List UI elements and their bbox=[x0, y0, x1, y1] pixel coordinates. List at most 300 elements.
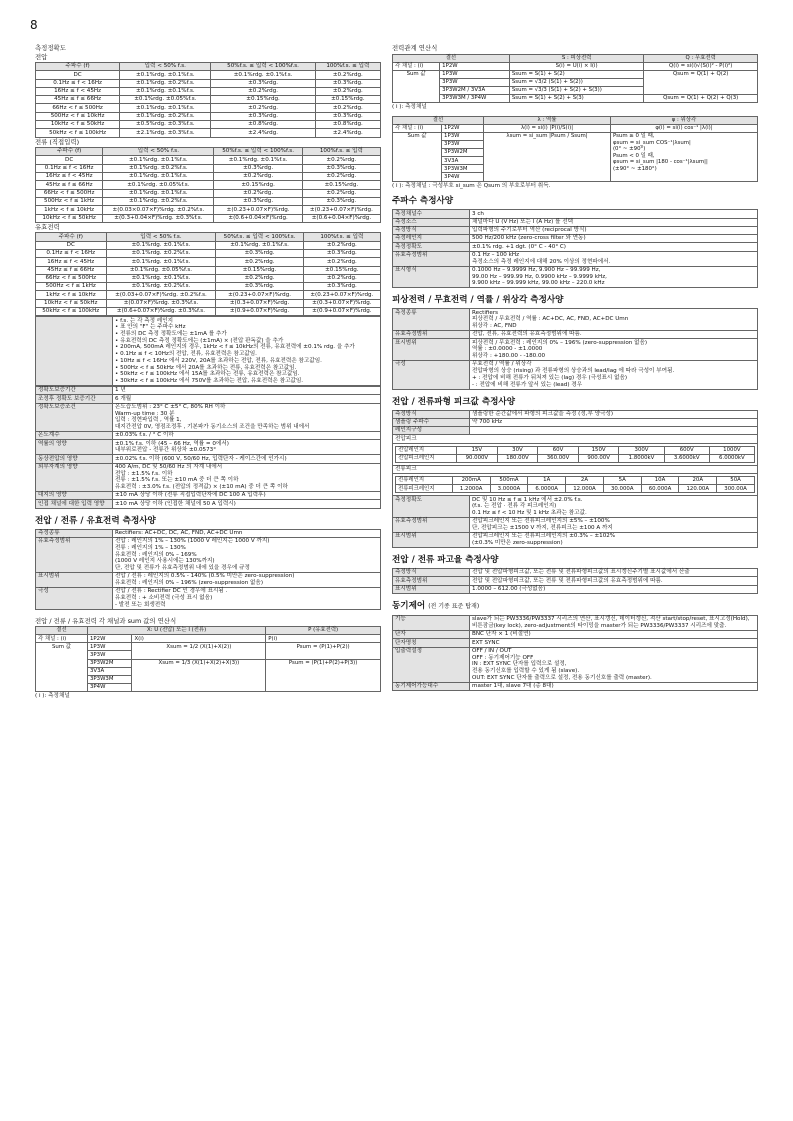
spec-value: slave가 되는 PW3336/PW3337 시리즈의 연산, 표시갱신, 데이터갱신, 적산 start/stop/reset, 표시고정(Hold), 비튼잠금(key lock), zero-adjustment의 타이밍을 master가 되는 PW3336/PW3337 시리즈에 맞춤. bbox=[470, 615, 758, 630]
accuracy-cell: ±0.3%rdg. bbox=[302, 164, 380, 172]
accuracy-cell: ±0.2%rdg. bbox=[315, 104, 380, 112]
spec-row bbox=[393, 266, 758, 288]
spec-value: 전압 / 전류 : Rectifier DC 인 경우에 표시됨 . 유효전력 : + 소비전력 (극성 표시 없음) - 발전 또는 회생전력 bbox=[113, 587, 381, 609]
sq-formula-table bbox=[392, 54, 758, 104]
accuracy-cell: ±0.3%rdg. bbox=[302, 197, 380, 205]
spec-key: 측정방식 bbox=[393, 569, 470, 577]
peak-voltage-range-cell: 30V bbox=[497, 446, 538, 454]
spec-value: 0.1 Hz – 100 kHz 측정소스의 측정 레인지에 대해 20% 이상의 정현파에서. bbox=[470, 251, 758, 266]
spec-row bbox=[36, 529, 381, 537]
spec-row bbox=[393, 226, 758, 234]
spec-key: 측정종류 bbox=[36, 529, 113, 537]
spec-row bbox=[393, 210, 758, 218]
spec-value: Rectifiers: AC+DC, DC, AC, FND, AC+DC Umn bbox=[113, 529, 381, 537]
spec-key: 대지의 영향 bbox=[36, 491, 113, 499]
sq-wiring: 3P3W3M / 3P4W bbox=[440, 94, 510, 102]
spec-value: 6 개월 bbox=[113, 395, 381, 403]
peak-voltage-value-cell: 1.8000kV bbox=[619, 454, 664, 462]
accuracy-cell: ±0.15%rdg. bbox=[214, 181, 302, 189]
table-row bbox=[36, 104, 381, 112]
lp-sum-label: Sum 값 bbox=[393, 132, 442, 181]
peak-voltage-range-cell: 1000V bbox=[709, 446, 754, 454]
table-row bbox=[36, 299, 381, 307]
sq-s-formula: Ssum = S(1) + S(2) bbox=[509, 70, 643, 78]
lp-wiring: 1P3W bbox=[442, 132, 484, 140]
table-row bbox=[36, 291, 381, 299]
sum-each-p: P(i) bbox=[266, 635, 381, 643]
spec-key: 샘플링 주파수 bbox=[393, 418, 470, 426]
sum-x-formula-1: Xsum = 1/2 (X(1)+X(2)) bbox=[132, 643, 266, 659]
current-heading: 전류 (직접입력) bbox=[35, 137, 80, 146]
spec-row bbox=[393, 251, 758, 266]
accuracy-cell: ±(0.03×0.07×F)%rdg. ±0.2%f.s. bbox=[103, 206, 214, 214]
peak-current-range-cell: 5A bbox=[603, 477, 641, 485]
table-row bbox=[36, 181, 381, 189]
spec-row bbox=[393, 682, 758, 690]
accuracy-cell: ±0.2%rdg. bbox=[216, 258, 303, 266]
spec-key: 기능 bbox=[393, 615, 470, 630]
sum-wiring: 1P2W bbox=[87, 635, 132, 643]
spec-key: 동기제어가능대수 bbox=[393, 682, 470, 690]
lp-wiring: 3P3W bbox=[442, 141, 484, 149]
spec-row bbox=[393, 361, 758, 389]
accuracy-cell: ±(0.03+0.07×F)%rdg. ±0.2%f.s. bbox=[106, 291, 216, 299]
spec-row bbox=[36, 500, 381, 508]
peak-v-label: 전압피크 bbox=[393, 435, 758, 443]
accuracy-cell: ±0.2%rdg. bbox=[315, 87, 380, 95]
voltage-heading: 전압 bbox=[35, 52, 48, 61]
accuracy-cell: ±0.2%rdg. bbox=[303, 241, 380, 249]
peak-voltage-value-cell: 6.0000kV bbox=[709, 454, 754, 462]
spec-row bbox=[393, 410, 758, 418]
spec-row bbox=[393, 496, 758, 518]
sync-title: 동기제어 bbox=[392, 600, 426, 611]
page-number: 8 bbox=[30, 18, 38, 32]
spec-key: 표시범위 bbox=[393, 533, 470, 548]
peak-voltage-range-cell: 15V bbox=[457, 446, 498, 454]
spec-key: 역률의 영향 bbox=[36, 440, 113, 455]
peak-current-range-cell: 500mA bbox=[490, 477, 528, 485]
peak-voltage-value-cell: 3.6000kV bbox=[664, 454, 709, 462]
lp-wiring: 3P4W bbox=[442, 173, 484, 181]
sum-note: ( i ): 측정채널 bbox=[35, 692, 70, 699]
spec-value: 피상전력 / 무효전력 : 레인지의 0% – 196% (zero-suppression 없음) 역률 : ±0.0000 - ±1.0000 위상각 : +180.00 - -180.00 bbox=[470, 339, 758, 361]
lp-wiring: 3P3W2M bbox=[442, 149, 484, 157]
accuracy-cell: ±0.2%rdg. bbox=[302, 173, 380, 181]
apparent-spec-table bbox=[392, 308, 758, 389]
peak-current-range-cell: 10A bbox=[641, 477, 679, 485]
spec-value: 전압, 전류, 유효전력의 유효측정범위에 따름. bbox=[470, 331, 758, 339]
sq-sum-label: Sum 값 bbox=[393, 70, 440, 102]
column-header: 100%f.s. ≤ 입력 bbox=[303, 233, 380, 241]
sq-each-wiring: 1P2W bbox=[440, 62, 510, 70]
column-header: 50%f.s. ≤ 입력 < 100%f.s. bbox=[214, 148, 302, 156]
accuracy-cell: ±0.1%rdg. ±0.05%f.s. bbox=[120, 96, 211, 104]
peak-current-table bbox=[395, 476, 755, 493]
sum-wiring: 1P3W bbox=[87, 643, 132, 651]
spec-row bbox=[36, 440, 381, 455]
accuracy-cell: ±0.3%rdg. bbox=[214, 164, 302, 172]
column-header: 주파수 (f) bbox=[36, 233, 107, 241]
accuracy-cell: ±0.8%rdg. bbox=[315, 121, 380, 129]
spec-row bbox=[393, 331, 758, 339]
lp-each-wiring: 1P2W bbox=[442, 124, 484, 132]
accuracy-cell: ±(0.6+0.07×F)%rdg. ±0.3%f.s. bbox=[106, 308, 216, 316]
spec-row bbox=[393, 518, 758, 533]
lp-wiring: 3P3W3M bbox=[442, 165, 484, 173]
peak-voltage-range-row bbox=[396, 446, 755, 454]
accuracy-cell: ±0.1%rdg. ±0.1%f.s. bbox=[216, 241, 303, 249]
accuracy-cell: ±2.4%rdg. bbox=[315, 129, 380, 137]
lp-each-phi: φ(i) = si(i) cos⁻¹ |λ(i)| bbox=[610, 124, 757, 132]
spec-row bbox=[36, 395, 381, 403]
spec-row bbox=[393, 630, 758, 638]
sum-header-x: X: U (전압) 또는 I (전류) bbox=[87, 627, 265, 635]
rms-spec-table bbox=[35, 529, 381, 610]
lp-each-label: 각 채널 : (i) bbox=[393, 124, 442, 132]
sq-each-q: Q(i) = si(i)√(S(i)² - P(i)²) bbox=[644, 62, 758, 70]
frequency-cell: 16Hz ≤ f < 45Hz bbox=[36, 258, 107, 266]
accuracy-cell: ±0.3%rdg. bbox=[216, 283, 303, 291]
peak-section-title: 전압 / 전류파형 피크값 측정사양 bbox=[392, 396, 516, 407]
table-header-row bbox=[36, 63, 381, 71]
spec-key: 온도계수 bbox=[36, 431, 113, 439]
table-row bbox=[36, 189, 381, 197]
accuracy-cell: ±0.1%rdg. ±0.1%f.s. bbox=[106, 274, 216, 282]
spec-key: 단자 bbox=[393, 630, 470, 638]
spec-key: 측정정확도 bbox=[393, 496, 470, 518]
table-row bbox=[36, 283, 381, 291]
spec-row bbox=[36, 572, 381, 587]
frequency-cell: 0.1Hz ≤ f < 16Hz bbox=[36, 249, 107, 257]
accuracy-cell: ±0.1%rdg. ±0.2%f.s. bbox=[120, 112, 211, 120]
peak-voltage-value-cell: 900.00V bbox=[578, 454, 619, 462]
peak-current-value-cell: 6.0000A bbox=[528, 485, 566, 493]
table-row bbox=[36, 96, 381, 104]
table-row bbox=[36, 206, 381, 214]
peak-current-value-cell: 전류피크레인지 bbox=[396, 485, 453, 493]
peak-voltage-value-cell: 90.000V bbox=[457, 454, 498, 462]
frequency-cell: 1kHz < f ≤ 10kHz bbox=[36, 291, 107, 299]
spec-row bbox=[393, 339, 758, 361]
spec-value: 400 A/m, DC 및 50/60 Hz 의 자계 내에서 전압 : ±1.5% f.s. 이하 전류 : ±1.5% f.s. 또는 ±10 mA 중 더 큰 쪽 이하 유효전력 : ±3.0% f.s. (전압의 정격값) × (±10 mA) 중 더 큰 쪽 이하 bbox=[113, 463, 381, 491]
sq-header-s: S : 피상전력 bbox=[509, 54, 643, 62]
spec-value: ±10 mA 상당 이하 (인접한 채널에 50 A 입력시) bbox=[113, 500, 381, 508]
accuracy-cell: ±0.3%rdg. bbox=[211, 79, 315, 87]
peak-current-value-cell: 30.000A bbox=[603, 485, 641, 493]
table-row bbox=[36, 121, 381, 129]
lp-wiring: 3V3A bbox=[442, 157, 484, 165]
peak-current-value-cell: 300.00A bbox=[717, 485, 755, 493]
accuracy-cell: ±0.3%rdg. bbox=[315, 112, 380, 120]
spec-row bbox=[393, 585, 758, 593]
peak-current-range-cell: 50A bbox=[717, 477, 755, 485]
lp-header-lambda: λ : 역률 bbox=[484, 116, 611, 124]
accuracy-cell: ±(0.3+0.04×F)%rdg. ±0.3%f.s. bbox=[103, 214, 214, 222]
frequency-cell: 66Hz < f ≤ 500Hz bbox=[36, 274, 107, 282]
peak-voltage-range-cell: 600V bbox=[664, 446, 709, 454]
table-row bbox=[36, 214, 381, 222]
accuracy-cell: ±0.5%rdg. ±0.3%f.s. bbox=[120, 121, 211, 129]
accuracy-cell: ±(0.3+0.07×F)%rdg. bbox=[303, 299, 380, 307]
peak-voltage-value-cell: 180.00V bbox=[497, 454, 538, 462]
accuracy-cell: ±0.1%rdg. ±0.1%f.s. bbox=[103, 156, 214, 164]
accuracy-cell: ±0.1%rdg. ±0.2%f.s. bbox=[106, 283, 216, 291]
table-row bbox=[36, 173, 381, 181]
power-calc-title: 전력관계 연산식 bbox=[392, 44, 438, 52]
accuracy-cell: ±(0.23+0.07×F)%rdg. bbox=[302, 206, 380, 214]
spec-row bbox=[393, 533, 758, 548]
spec-value: 입력파형의 주기로부터 역산 (reciprocal 방식) bbox=[470, 226, 758, 234]
accuracy-cell: ±0.1%rdg. ±0.2%f.s. bbox=[106, 249, 216, 257]
spec-key: 측정채널수 bbox=[393, 210, 470, 218]
accuracy-cell: ±0.1%rdg. ±0.1%f.s. bbox=[120, 104, 211, 112]
accuracy-cell: ±0.2%rdg. bbox=[302, 156, 380, 164]
sq-wiring: 3P3W bbox=[440, 78, 510, 86]
table-row bbox=[36, 308, 381, 316]
lp-each-lambda: λ(i) = si(i) |P(i)/S(i)| bbox=[484, 124, 611, 132]
lp-note: ( i ): 측정채널 : 극성부호 si_sum 은 Qsum 의 부호로부터 취득. bbox=[392, 182, 551, 189]
spec-key: 측정방식 bbox=[393, 410, 470, 418]
accuracy-cell: ±0.2%rdg. bbox=[214, 189, 302, 197]
accuracy-cell: ±0.3%rdg. bbox=[216, 249, 303, 257]
spec-value: 전압피크레인지 또는 전류피크레인지의 ±5% – ±100% 단, 전압피크는 ±1500 V 까지, 전류피크는 ±100 A 까지 bbox=[470, 518, 758, 533]
sq-wiring: 3P3W2M / 3V3A bbox=[440, 86, 510, 94]
spec-key: 측정방식 bbox=[393, 226, 470, 234]
accuracy-cell: ±0.2%rdg. bbox=[315, 71, 380, 79]
accuracy-spec-table bbox=[35, 386, 381, 509]
lp-header-phi: φ : 위상각 bbox=[610, 116, 757, 124]
spec-key: 동상전압의 영향 bbox=[36, 455, 113, 463]
frequency-cell: 500Hz < f ≤ 1kHz bbox=[36, 283, 107, 291]
accuracy-cell: ±0.1%rdg. ±0.1%f.s. bbox=[106, 241, 216, 249]
spec-row bbox=[393, 218, 758, 226]
sync-section-title bbox=[392, 601, 758, 612]
spec-key: 입출력설정 bbox=[393, 647, 470, 682]
accuracy-notes-table bbox=[35, 316, 381, 386]
spec-value: ±0.1% rdg. +1 dgt. (0° C - 40° C) bbox=[470, 243, 758, 251]
spec-key: 단자명칭 bbox=[393, 639, 470, 647]
table-row bbox=[36, 79, 381, 87]
rms-section-title: 전압 / 전류 / 유효전력 측정사양 bbox=[35, 515, 156, 526]
frequency-cell: 0.1Hz ≤ f < 16Hz bbox=[36, 164, 103, 172]
spec-value: ±0.03% f.s. / ° C 이하 bbox=[113, 431, 381, 439]
spec-row bbox=[393, 647, 758, 682]
accuracy-cell: ±(0.07×F)%rdg. ±0.3%f.s. bbox=[106, 299, 216, 307]
accuracy-cell: ±0.15%rdg. bbox=[211, 96, 315, 104]
accuracy-cell: ±(0.6+0.04×F)%rdg. bbox=[302, 214, 380, 222]
left-column bbox=[35, 44, 381, 701]
spec-key: 유효측정범위 bbox=[393, 577, 470, 585]
spec-value: 0.1000 Hz – 9.9999 Hz, 9.900 Hz – 99.999 Hz, 99.00 Hz – 999.99 Hz, 0.9900 kHz – 9.9999 kHz, 9.900 kHz – 99.999 kHz, 99.00 kHz – 220.0 kHz bbox=[470, 266, 758, 288]
accuracy-cell: ±0.2%rdg. bbox=[303, 258, 380, 266]
spec-key: 표시범위 bbox=[393, 585, 470, 593]
spec-row bbox=[36, 463, 381, 491]
sq-note: ( i ): 측정채널 bbox=[392, 104, 427, 111]
spec-key: 레인지구성 bbox=[393, 427, 470, 435]
sum-label: Sum 값 bbox=[36, 643, 88, 692]
table-header-row bbox=[36, 233, 381, 241]
column-header: 50%f.s. ≤ 입력 < 100%f.s. bbox=[211, 63, 315, 71]
peak-a-label: 전류피크 bbox=[393, 465, 758, 473]
accuracy-cell: ±0.15%rdg. bbox=[216, 266, 303, 274]
spec-value: 전압 / 전류 : 레인지의 0.5% - 140% (0.5% 미만은 zero-suppression) 유효전력 : 레인지의 0% – 196% (zero-suppression 없음) bbox=[113, 572, 381, 587]
accuracy-cell: ±0.3%rdg. bbox=[211, 112, 315, 120]
power-heading: 유효전력 bbox=[35, 222, 60, 231]
accuracy-cell: ±0.2%rdg. bbox=[214, 173, 302, 181]
peak-voltage-range-cell: 300V bbox=[619, 446, 664, 454]
column-header: 50%f.s. ≤ 입력 < 100%f.s. bbox=[216, 233, 303, 241]
peak-current-value-cell: 1.2000A bbox=[452, 485, 490, 493]
table-row bbox=[36, 266, 381, 274]
peak-current-value-cell: 3.0000A bbox=[490, 485, 528, 493]
table-row bbox=[36, 87, 381, 95]
lp-formula-table bbox=[392, 116, 758, 182]
accuracy-cell: ±(0.3+0.07×F)%rdg. bbox=[216, 299, 303, 307]
peak-voltage-table bbox=[395, 446, 755, 463]
sum-p-formula-1: Psum = (P(1)+P(2)) bbox=[266, 643, 381, 659]
accuracy-cell: ±(0.9+0.07×F)%rdg. bbox=[216, 308, 303, 316]
table-row bbox=[36, 249, 381, 257]
peak-voltage-value-cell: 전압피크레인지 bbox=[396, 454, 457, 462]
frequency-cell: DC bbox=[36, 156, 103, 164]
peak-current-range-row bbox=[396, 477, 755, 485]
spec-row bbox=[393, 243, 758, 251]
accuracy-cell: ±2.4%rdg. bbox=[211, 129, 315, 137]
lp-sum-phi: Psum ≥ 0 일 때, φsum = si_sum COS⁻¹|λsum| (0° ~ ±90°) Psum < 0 일 때, φsum = si_sum |180 - cos⁻¹|λsum|| (±90° ~ ±180°) bbox=[610, 132, 757, 181]
frequency-cell: 45Hz ≤ f ≤ 66Hz bbox=[36, 266, 107, 274]
accuracy-cell: ±0.1%rdg. ±0.1%f.s. bbox=[103, 173, 214, 181]
thd-spec-table bbox=[392, 568, 758, 594]
accuracy-cell: ±0.3%rdg. bbox=[303, 249, 380, 257]
spec-row bbox=[393, 577, 758, 585]
accuracy-cell: ±0.15%rdg. bbox=[303, 266, 380, 274]
spec-key: 극성 bbox=[36, 587, 113, 609]
peak-spec-table bbox=[392, 410, 758, 549]
spec-key: 표시범위 bbox=[393, 339, 470, 361]
accuracy-cell: ±0.15%rdg. bbox=[302, 181, 380, 189]
table-row bbox=[36, 164, 381, 172]
column-header: 입력 < 50% f.s. bbox=[120, 63, 211, 71]
lp-header-wiring: 결선 bbox=[393, 116, 484, 124]
frequency-cell: 16Hz ≤ f < 45Hz bbox=[36, 173, 103, 181]
column-header: 입력 < 50% f.s. bbox=[106, 233, 216, 241]
table-row bbox=[36, 197, 381, 205]
column-header: 100%f.s. ≤ 입력 bbox=[302, 148, 380, 156]
accuracy-cell: ±0.8%rdg. bbox=[211, 121, 315, 129]
right-column bbox=[392, 44, 758, 691]
spec-value: 전압피크레인지 또는 전류피크레인지의 ±0.3% – ±102% (±0.3% 미만은 zero-suppression) bbox=[470, 533, 758, 548]
spec-key: 정확도보증조건 bbox=[36, 403, 113, 431]
peak-current-value-cell: 120.00A bbox=[679, 485, 717, 493]
spec-value: 1 년 bbox=[113, 386, 381, 394]
table-row bbox=[36, 129, 381, 137]
table-row bbox=[36, 258, 381, 266]
spec-value: master 1대, slave 7대 (총 8대) bbox=[470, 682, 758, 690]
spec-key: 인접 채널에 대한 입력 영향 bbox=[36, 500, 113, 508]
spec-row bbox=[36, 431, 381, 439]
spec-key: 측정소스 bbox=[393, 218, 470, 226]
spec-row bbox=[36, 587, 381, 609]
spec-value: 전압 : 레인지의 1% – 130% (1000 V 레인지는 1000 V 까지) 전류 : 레인지의 1% – 130% 유효전력 : 레인지의 0% – 169% (1000 V 레인지 사용시에는 130%까지) 단, 전압 및 전류가 유효측정범위 내에 있을 경우에 규정 bbox=[113, 537, 381, 572]
spec-key: 표시범위 bbox=[36, 572, 113, 587]
frequency-cell: 10kHz < f ≤ 50kHz bbox=[36, 121, 120, 129]
sq-header-wiring: 결선 bbox=[393, 54, 510, 62]
frequency-cell: 45Hz ≤ f ≤ 66Hz bbox=[36, 181, 103, 189]
sum-wiring: 3V3A bbox=[87, 667, 132, 675]
sum-wiring: 3P4W bbox=[87, 683, 132, 691]
current-accuracy-table bbox=[35, 147, 381, 223]
spec-key: 유효측정범위 bbox=[393, 331, 470, 339]
sum-wiring: 3P3W3M bbox=[87, 675, 132, 683]
sq-header-q: Q : 무효전력 bbox=[644, 54, 758, 62]
sync-spec-table bbox=[392, 615, 758, 691]
spec-value: 전압 및 전압파형피크값, 또는 전류 및 전류파형피크값의 표시갱신주기별 표시값에서 산출 bbox=[470, 569, 758, 577]
peak-voltage-range-cell: 60V bbox=[538, 446, 579, 454]
table-row bbox=[36, 112, 381, 120]
peak-current-range-cell: 전류레인지 bbox=[396, 477, 453, 485]
peak-current-range-cell: 200mA bbox=[452, 477, 490, 485]
accuracy-cell: ±0.1%rdg. ±0.2%f.s. bbox=[120, 79, 211, 87]
peak-voltage-value-cell: 360.00V bbox=[538, 454, 579, 462]
frequency-cell: 500Hz < f ≤ 1kHz bbox=[36, 197, 103, 205]
spec-row bbox=[36, 386, 381, 394]
frequency-cell: DC bbox=[36, 241, 107, 249]
spec-row bbox=[393, 235, 758, 243]
sum-header-wiring: 결선 bbox=[36, 627, 88, 635]
sum-p-formula-2: Psum = (P(1)+P(2)+P(3)) bbox=[266, 659, 381, 691]
spec-row bbox=[393, 639, 758, 647]
spec-value: 500 Hz/200 kHz (zero-cross filter 와 연동) bbox=[470, 235, 758, 243]
spec-value: 무효전력 / 역률 / 위상각 전압파형의 상승 (rising) 과 전류파형의 상승과의 lead/lag 에 따라 극성이 부여됨. + : 전압에 비해 전류가 뒤쳐져 있는 (lag) 경우 (극성표시 없음) - : 전압에 비해 전류가 앞서 있는 (lead) 경우 bbox=[470, 361, 758, 389]
column-header: 주파수 (f) bbox=[36, 63, 120, 71]
apparent-section-title: 피상전력 / 무효전력 / 역률 / 위상각 측정사양 bbox=[392, 295, 564, 306]
peak-current-range-cell: 2A bbox=[566, 477, 604, 485]
spec-value: ±10 mA 상당 이하 (전류 직접입력단자에 DC 100 A 입력후) bbox=[113, 491, 381, 499]
spec-row bbox=[36, 455, 381, 463]
sq-q-formula-2: Qsum = Q(1) + Q(2) + Q(3) bbox=[644, 94, 758, 102]
frequency-cell: 66Hz < f ≤ 500Hz bbox=[36, 189, 103, 197]
spec-row bbox=[393, 427, 758, 435]
accuracy-cell: ±(0.23+0.07×F)%rdg. bbox=[303, 291, 380, 299]
sum-formula-table bbox=[35, 626, 381, 692]
spec-value: Rectifiers 피상전력 / 무효전력 / 역률 : AC+DC, AC, FND, AC+DC Umn 위상각 : AC, FND bbox=[470, 309, 758, 331]
freq-section-title: 주파수 측정사양 bbox=[392, 196, 454, 207]
sq-q-formula-1: Qsum = Q(1) + Q(2) bbox=[644, 70, 758, 94]
accuracy-cell: ±0.2%rdg. bbox=[216, 274, 303, 282]
spec-value: OFF / IN / OUT OFF : 동기제어기능 OFF IN : EXT SYNC 단자를 입력으로 설정, 전용 동기신호를 입력할 수 있게 됨 (slave). OUT: EXT SYNC 단자를 출력으로 설정, 전용 동기신호를 출력 (master). bbox=[470, 647, 758, 682]
peak-voltage-range-cell: 150V bbox=[578, 446, 619, 454]
column-header: 100%f.s. ≤ 입력 bbox=[315, 63, 380, 71]
accuracy-cell: ±0.15%rdg. bbox=[315, 96, 380, 104]
sum-each-x: X(i) bbox=[132, 635, 266, 643]
spec-row bbox=[393, 615, 758, 630]
sq-each-label: 각 채널 : (i) bbox=[393, 62, 440, 70]
spec-value: 약 700 kHz bbox=[470, 418, 758, 426]
accuracy-cell: ±0.1%rdg. ±0.1%f.s. bbox=[120, 87, 211, 95]
peak-current-value-row bbox=[396, 485, 755, 493]
accuracy-notes: • f.s. 는 각 측정 레인지 • 표 안의 "F" 는 주파수 kHz • 전류의 DC 측정 정확도에는 ±1mA 를 추가 • 유효전력의 DC 측정 정확도에는 (±1mA) × (전압 판독값) 을 추가 • 200mA, 500mA 레인지의 경우, 1kHz < f ≤ 10kHz의 전류, 유효전력에 ±0.1% rdg. 을 추가 • 0.1Hz ≤ f < 10Hz의 전압, 전류, 유효전력은 참고값임. • 10Hz ≤ f < 16Hz 에서 220V, 20A를 초과하는 전압, 전류, 유효전력은 참고값임. • 500Hz < f ≤ 50kHz 에서 20A를 초과하는 전류, 유효전력은 참고값임. • 50kHz < f ≤ 100kHz 에서 15A를 초과하는 전류, 유효전력은 참고값임. • 30kHz < f ≤ 100kHz 에서 750V를 초과하는 전압, 유효전력은 참고값임. bbox=[113, 317, 381, 386]
peak-voltage-range-cell: 전압레인지 bbox=[396, 446, 457, 454]
accuracy-cell: ±0.2%rdg. bbox=[211, 87, 315, 95]
sync-subtitle: (전 기종 표준 탑재) bbox=[428, 602, 480, 610]
sq-s-formula: Ssum = √3/2 (S(1) + S(2)) bbox=[509, 78, 643, 86]
freq-spec-table bbox=[392, 209, 758, 288]
spec-key: 유효측정범위 bbox=[393, 518, 470, 533]
frequency-cell: 16Hz ≤ f < 45Hz bbox=[36, 87, 120, 95]
table-header-row bbox=[36, 148, 381, 156]
peak-current-value-cell: 60.000A bbox=[641, 485, 679, 493]
